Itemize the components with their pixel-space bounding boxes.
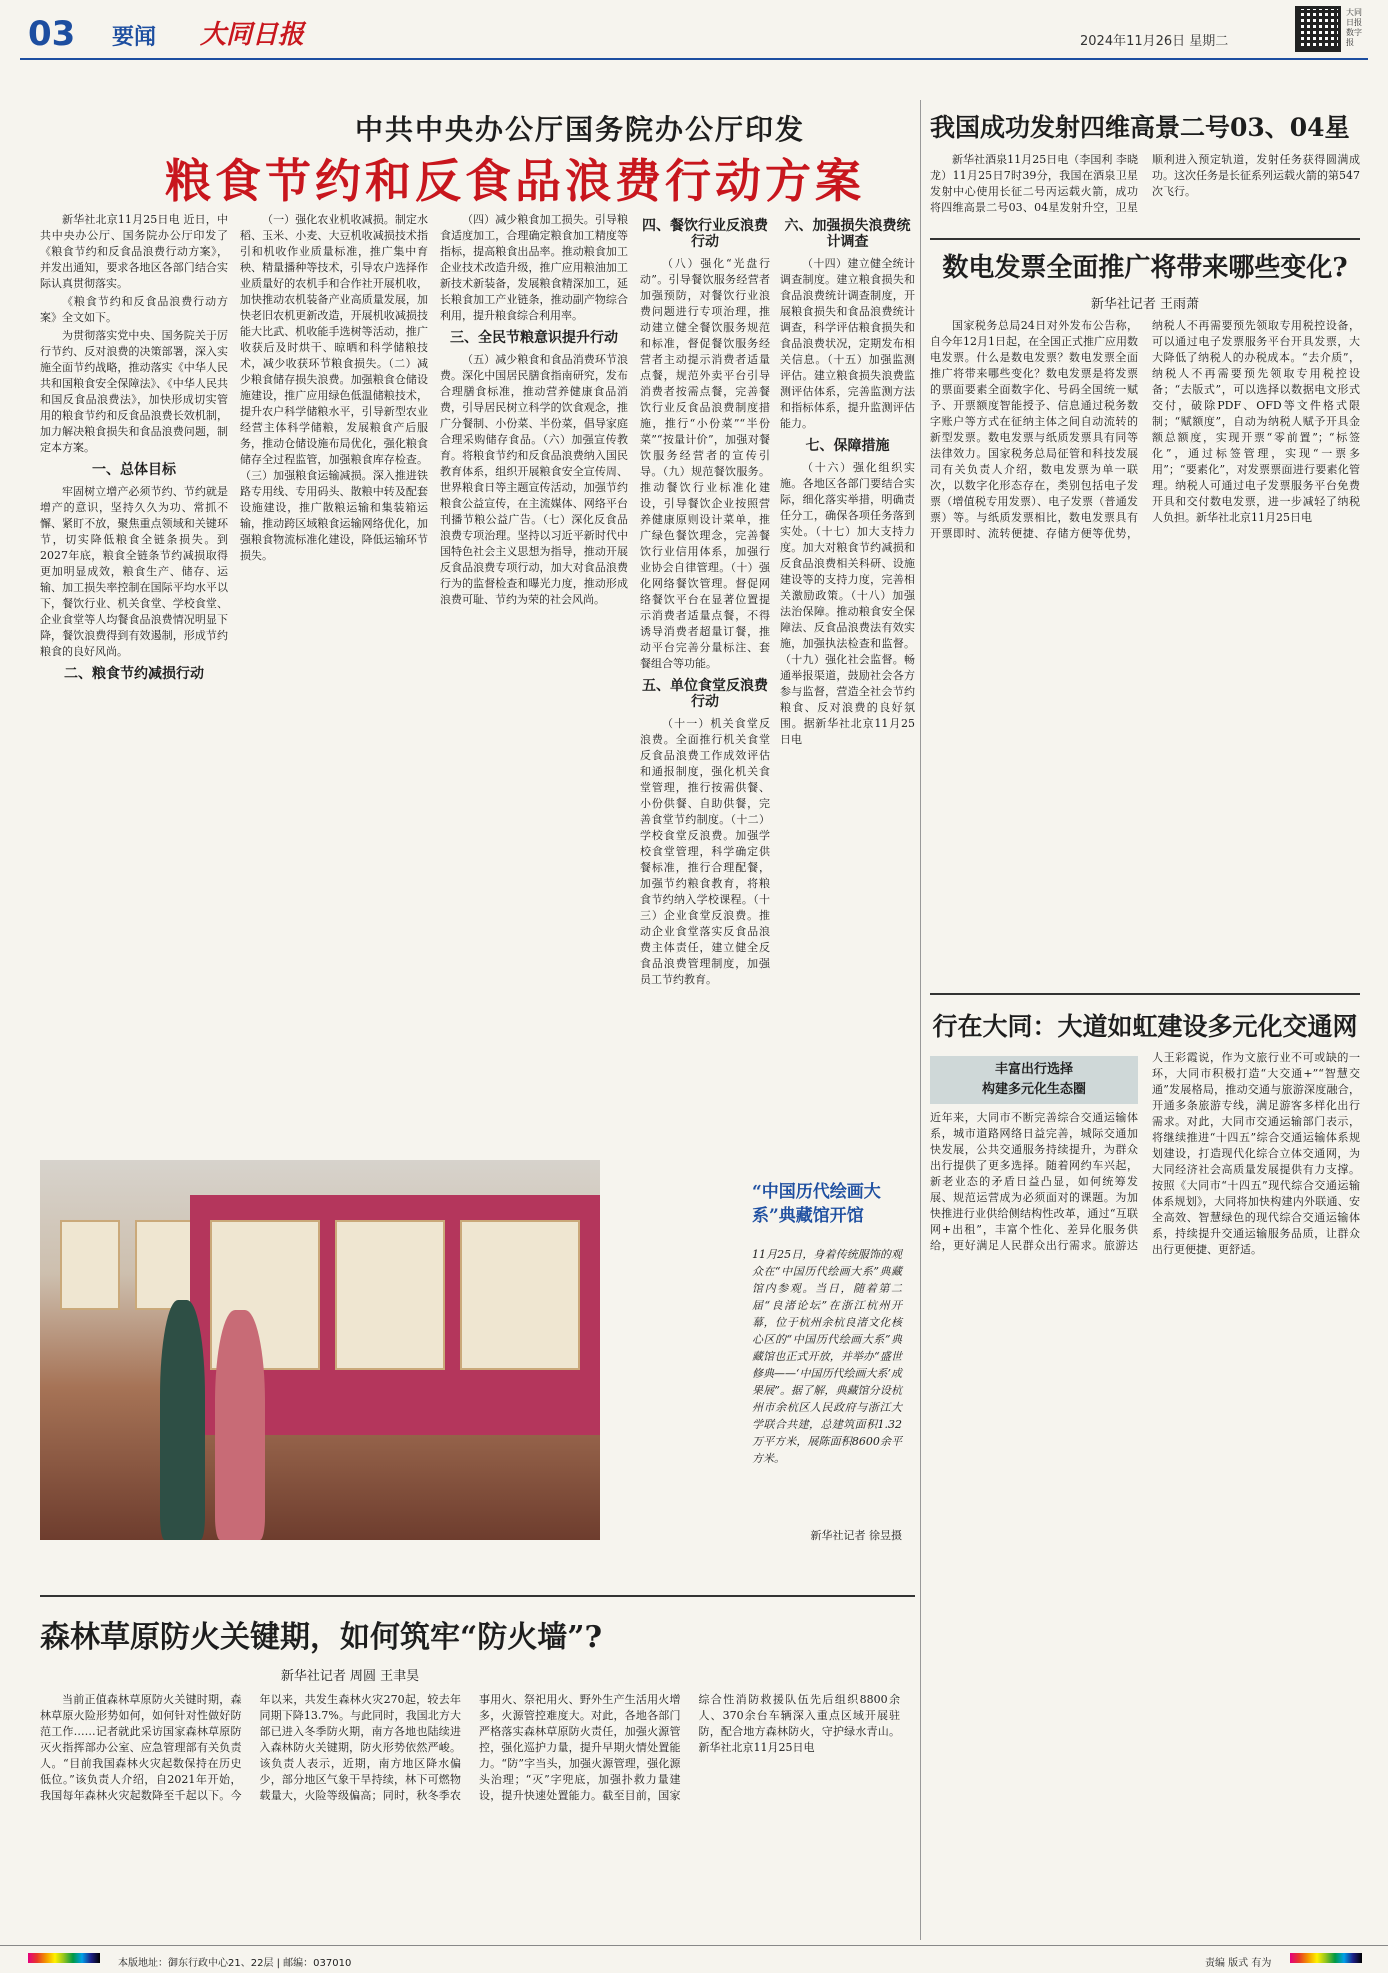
fire-body: 当前正值森林草原防火关键时期，森林草原火险形势如何，如何针对性做好防范工作……记者就此采访国家森林草原防灭火指挥部办公室、应急管理部有关负责人。“目前我国森林火灾起数保持在历史低位。”该负责人介绍，自2021年开始，我国每年森林火灾起数降至千起以下。今年以来，共发生森林火灾270起，较去年同期下降13.7%。与此同时，我国北方大部已进入冬季防火期，南方各地也陆续进入森林防火关键期，防火形势依然严峻。该负责人表示，近期，南方地区降水偏少，部分地区气象干旱持续，林下可燃物载量大，火险等级偏高；同时，秋冬季农事用火、祭祀用火、野外生产生活用火增多，火源管控难度大。对此，各地各部门严格落实森林草原防火责任，加强火源管控，强化巡护力量，提升早期火情处置能力。“防”字当头，加强火源管理，强化源头治理；“灭”字兜底，加强扑救力量建设，提升快速处置能力。截至目前，国家综合性消防救援队伍先后组织8800余人、370余台车辆深入重点区域开展驻防，配合地方森林防火，守护绿水青山。新华社北京11月25日电 bbox=[40, 1693, 900, 1802]
lead-paragraph: 新华社北京11月25日电 近日，中共中央办公厅、国务院办公厅印发了《粮食节约和反食品浪费行动方案》，并发出通知，要求各地区各部门结合实际认真贯彻落实。 bbox=[40, 213, 228, 290]
lead-title: 粮食节约和反食品浪费行动方案 bbox=[165, 154, 865, 208]
section-heading: 七、保障措施 bbox=[805, 438, 890, 454]
page-number: 03 bbox=[28, 14, 76, 54]
lead-paragraph: （十六）强化组织实施。各地区各部门要结合实际，细化落实举措，明确责任分工，确保各项任务落到实处。（十七）加大支持力度。加大对粮食节约减损和反食品浪费相关科研、设施建设等的支持力度，完善相关激励政策。（十八）加强法治保障。推动粮食安全保障法、反食品浪费法有效实施，加强执法检查和监督。（十九）强化社会监督。畅通举报渠道，鼓励社会各方参与监督，营造全社会节约粮食、反对浪费的良好氛围。据新华社北京11月25日电 bbox=[780, 461, 915, 746]
paper-logo: 大同日报 bbox=[200, 20, 305, 50]
lead-paragraph: （一）强化农业机收减损。制定水稻、玉米、小麦、大豆机收减损技术指引和机收作业质量标准，推广集中育秧、精量播种等技术，引导农户选择作业质量好的农机手和合作社开展机收，加快推动农机装备产业高质量发展，加快老旧农机更新改造，开展机收减损技能大比武、机收能手选树等活动，推广收获后及时烘干、晾晒和科学储粮技术，减少收获环节粮食损失。（二）减少粮食储存损失浪费。加强粮食仓储设施建设，推广应用绿色低温储粮技术，提升农户科学储粮水平，引导新型农业经营主体科学储粮，发展粮食产后服务，推动仓储设施布局优化，强化粮食储存全过程监管，加强粮食库存检查。（三）加强粮食运输减损。深入推进铁路专用线、专用码头、散粮中转及配套设施建设，推广散粮运输和集装箱运输，推动跨区域粮食运输网络优化，加强粮食物流标准化建设，降低运输环节损失。 bbox=[240, 213, 428, 562]
painting-frame bbox=[60, 1220, 120, 1310]
lead-column-2 bbox=[240, 212, 428, 566]
photo-caption: 11月25日，身着传统服饰的观众在“中国历代绘画大系”典藏馆内参观。当日，随着第二届“良渚论坛”在浙江杭州开幕，位于杭州余杭良渚文化核心区的“中国历代绘画大系”典藏馆也正式开放，并举办“盛世修典——‘中国历代绘画大系’成果展”。据了解，典藏馆分设杭州市余杭区人民政府与浙江大学联合共建，总建筑面积1.32万平方米，展陈面积8600余平方米。 bbox=[752, 1248, 902, 1465]
lead-paragraph: （五）减少粮食和食品消费环节浪费。深化中国居民膳食指南研究，发布合理膳食标准，推动营养健康食品消费，引导居民树立科学的饮食观念，推广分餐制、小份菜、半份菜，倡导家庭合理采购储存食品。（六）加强宣传教育。将粮食节约和反食品浪费纳入国民教育体系，组织开展粮食安全宣传周、世界粮食日等主题宣传活动，加强节约粮食公益宣传，在主流媒体、网络平台刊播节粮公益广告。（七）深化反食品浪费专项治理。坚持以习近平新时代中国特色社会主义思想为指导，推动开展反食品浪费专项行动，加大对食品浪费行为的监督检查和曝光力度，推动形成浪费可耻、节约为荣的社会风尚。 bbox=[440, 353, 628, 606]
lead-paragraph: （八）强化“光盘行动”。引导餐饮服务经营者加强预防，对餐饮行业浪费问题进行专项治理，推动建立健全餐饮服务规范和标准，督促餐饮服务经营者主动提示消费者适量点餐，规范外卖平台引导消费者按需点餐，完善餐饮行业反食品浪费制度措施，推行“小份菜”“半份菜”“按量计价”，加强对餐饮服务经营者的宣传引导。（九）规范餐饮服务。推动餐饮行业标准化建设，引导餐饮企业按照营养健康原则设计菜单，推广绿色餐饮理念，完善餐饮行业信用体系，加强行业协会自律管理。（十）强化网络餐饮管理。督促网络餐饮平台在显著位置提示消费者适量点餐，不得诱导消费者超量订餐，推动平台完善分量标注、套餐组合等功能。 bbox=[640, 257, 770, 670]
datong-text: 近年来，大同市不断完善综合交通运输体系，城市道路网络日益完善，城际交通加快发展，公共交通服务持续提升，为群众出行提供了更多选择。随着网约车兴起，新老业态的矛盾日益凸显，如何统筹发展、规范运营成为必须面对的课题。为加快推进行业供给侧结构性改革，通过“互联网+出租”，丰富个性化、差异化服务供给，更好满足人民群众出行需求。旅游达人王彩霞说，作为文旅行业不可或缺的一环，大同市积极打造“大交通+”“智慧交通”发展格局，推动交通与旅游深度融合，开通多条旅游专线，满足游客多样化出行需求。对此，大同市交通运输部门表示，将继续推进“十四五”综合交通运输体系规划建设，打造现代化综合立体交通网，为大同经济社会高质量发展提供有力支撑。按照《大同市“十四五”现代综合交通运输体系规划》，大同将加快构建内外联通、安全高效、智慧绿色的现代综合交通运输体系，持续提升交通运输服务品质，让群众出行更便捷、更舒适。 bbox=[930, 1051, 1360, 1256]
section-heading: 五、单位食堂反浪费行动 bbox=[642, 678, 768, 710]
gallery-photo bbox=[40, 1160, 600, 1540]
footer-editors: 责编 版式 有为 bbox=[1205, 1958, 1272, 1969]
fire-title: 森林草原防火关键期，如何筑牢“防火墙”? bbox=[40, 1620, 603, 1655]
lead-paragraph: 牢固树立增产必须节约、节约就是增产的意识，坚持久久为功、常抓不懈、紧盯不放，聚焦重点领域和关键环节，切实降低粮食全链条损失。到2027年底，粮食全链条节约减损取得更加明显成效，粮食生产、储存、运输、加工损失率控制在国际平均水平以下，餐饮行业、机关食堂、学校食堂、企业食堂等人均餐食品浪费情况明显下降，餐饮浪费得到有效遏制，形成节约粮食的良好风尚。 bbox=[40, 485, 228, 658]
painting-frame bbox=[135, 1220, 195, 1310]
section-heading: 一、总体目标 bbox=[92, 462, 176, 478]
invoice-title: 数电发票全面推广将带来哪些变化? bbox=[942, 253, 1348, 283]
qr-code-icon[interactable] bbox=[1295, 6, 1341, 52]
photo-credit: 新华社记者 徐昱摄 bbox=[810, 1529, 902, 1542]
photo-title: “中国历代绘画大系”典藏馆开馆 bbox=[752, 1182, 881, 1226]
painting-frame bbox=[460, 1220, 580, 1370]
invoice-body: 国家税务总局24日对外发布公告称，自今年12月1日起，在全国正式推广应用数电发票。什么是数电发票？数电发票全面推广将带来哪些变化？数电发票是将发票的票面要素全面数字化、号码全国统一赋予、开票额度智能授予、信息通过税务数字账户等方式在征纳主体之间自动流转的新型发票。数电发票与纸质发票具有同等法律效力。国家税务总局征管和科技发展司有关负责人介绍，数电发票为单一联次，以数字化形态存在，类别包括电子发票（增值税专用发票）、电子发票（普通发票）等。与纸质发票相比，数电发票具有开票即时、流转便捷、存储方便等优势，纳税人不再需要预先领取专用税控设备，可以通过电子发票服务平台开具发票，大大降低了纳税人的办税成本。“去介质”，纳税人不再需要预先领取专用税控设备；“去版式”，可以选择以数据电文形式交付，破除PDF、OFD等文件格式限制；“赋额度”，自动为纳税人赋予开具金额总额度，实现开票“零前置”；“标签化”，通过标签管理，实现“一票多用”；“要素化”，对发票票面进行要素化管理。纳税人可通过电子发票服务平台免费开具和交付数电发票，进一步减轻了纳税人负担。新华社北京11月25日电 bbox=[930, 319, 1360, 540]
lead-paragraph: （四）减少粮食加工损失。引导粮食适度加工，合理确定粮食加工精度等指标，提高粮食出品率。推动粮食加工企业技术改造升级，推广应用粮油加工新技术新装备，发展粮食精深加工，延长粮食加工产业链条，推动副产物综合利用，提升粮食综合利用率。 bbox=[440, 213, 628, 322]
satellite-body: 新华社酒泉11月25日电（李国利 李晓龙）11月25日7时39分，我国在酒泉卫星发射中心使用长征二号丙运载火箭，成功将四维高景二号03、04星发射升空，卫星顺利进入预定轨道，发射任务获得圆满成功。这次任务是长征系列运载火箭的第547次飞行。 bbox=[930, 153, 1360, 214]
datong-sub-line-1: 丰富出行选择 bbox=[994, 1062, 1073, 1077]
section-name: 要闻 bbox=[112, 25, 157, 50]
footer-address: 本版地址：御东行政中心21、22层 | 邮编：037010 bbox=[118, 1958, 352, 1969]
lead-paragraph: 《粮食节约和反食品浪费行动方案》全文如下。 bbox=[40, 295, 228, 324]
section-heading: 二、粮食节约减损行动 bbox=[64, 666, 204, 682]
datong-subheading bbox=[930, 1056, 1138, 1104]
color-bar bbox=[28, 1953, 100, 1963]
qr-note: 大同日报数字报 bbox=[1346, 8, 1362, 47]
painting-frame bbox=[335, 1220, 445, 1370]
datong-title: 行在大同：大道如虹建设多元化交通网 bbox=[932, 1012, 1358, 1041]
color-bar bbox=[1290, 1953, 1362, 1963]
lead-column-3 bbox=[440, 212, 628, 610]
datong-sub-line-2: 构建多元化生态圈 bbox=[981, 1082, 1086, 1097]
header-date: 2024年11月26日 星期二 bbox=[1080, 34, 1229, 49]
section-heading: 三、全民节粮意识提升行动 bbox=[450, 330, 618, 346]
lead-kicker: 中共中央办公厅国务院办公厅印发 bbox=[354, 113, 805, 146]
divider bbox=[40, 1595, 915, 1597]
fire-byline: 新华社记者 周圆 王聿昊 bbox=[280, 1669, 420, 1684]
lead-paragraph: 为贯彻落实党中央、国务院关于厉行节约、反对浪费的决策部署，深入实施全面节约战略，推动落实《中华人民共和国粮食安全保障法》、《中华人民共和国反食品浪费法》，加快形成切实管用的粮食节约和反食品浪费长效机制，加力解决粮食损失和食品浪费问题，制定本方案。 bbox=[40, 329, 228, 454]
visitor-figure bbox=[160, 1300, 205, 1540]
invoice-byline: 新华社记者 王雨萧 bbox=[1090, 297, 1200, 312]
lead-paragraph: （十一）机关食堂反浪费。全面推行机关食堂反食品浪费工作成效评估和通报制度，强化机关食堂管理，推行按需供餐、小份供餐、自助供餐，完善食堂节约制度。（十二）学校食堂反浪费。加强学校食堂管理，科学确定供餐标准，推行合理配餐，加强节约粮食教育，将粮食节约纳入学校课程。（十三）企业食堂反浪费。推动企业食堂落实反食品浪费主体责任，建立健全反食品浪费管理制度，加强员工节约教育。 bbox=[640, 717, 770, 986]
lead-column-5 bbox=[780, 212, 915, 1132]
lead-column-4 bbox=[640, 212, 770, 990]
datong-body bbox=[930, 1050, 1360, 1920]
visitor-figure bbox=[215, 1310, 265, 1540]
lead-paragraph: （十四）建立健全统计调查制度。建立粮食损失和食品浪费统计调查制度，开展粮食损失和食品浪费统计调查，科学评估粮食损失和食品浪费状况，定期发布相关信息。（十五）加强监测评估。建立粮食损失浪费监测评估体系，完善监测方法和指标体系，提升监测评估能力。 bbox=[780, 257, 915, 430]
satellite-title: 我国成功发射四维高景二号03、04星 bbox=[930, 113, 1350, 142]
lead-column-1 bbox=[40, 212, 228, 688]
column-divider bbox=[920, 100, 921, 1940]
section-heading: 六、加强损失浪费统计调查 bbox=[784, 218, 911, 250]
divider bbox=[930, 238, 1360, 240]
divider bbox=[930, 993, 1360, 995]
header-divider bbox=[20, 58, 1368, 60]
section-heading: 四、餐饮行业反浪费行动 bbox=[642, 218, 768, 250]
